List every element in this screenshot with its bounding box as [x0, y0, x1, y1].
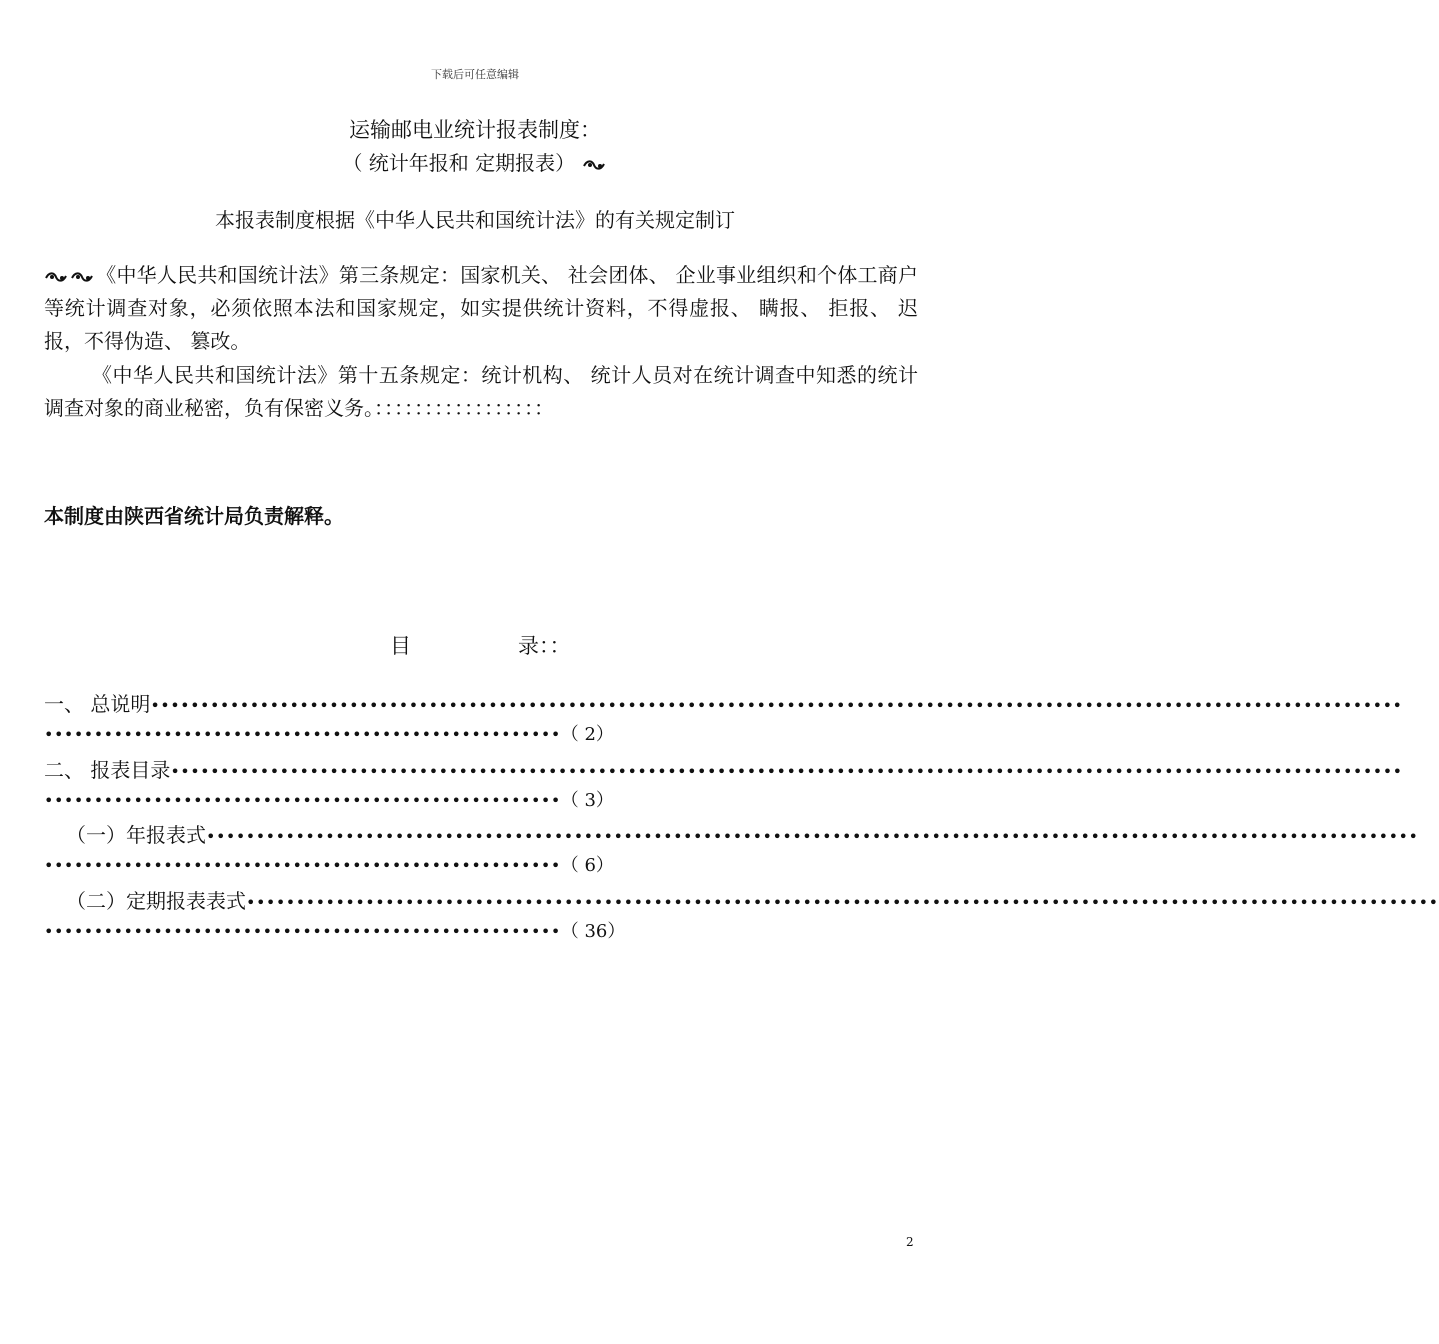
- header-note: 下载后可任意编辑: [431, 68, 519, 81]
- toc-leader-dots: ••••••••••••••••••••••••••••••••••••••••••••••••••••••••••••••••••••••••••••••••••••••••••••••••••••••••••••••••••••••••••: [206, 827, 1419, 846]
- toc-row-label: （二）定期报表表式: [66, 889, 246, 913]
- toc-page-number: （ 2）: [560, 724, 614, 745]
- interpretation-statement: 本制度由陕西省统计局负责解释。: [44, 504, 344, 528]
- toc-page-number: （ 36）: [560, 921, 626, 942]
- toc-leader-dots: ••••••••••••••••••••••••••••••••••••••••••••••••••••••••••••••••••••••••••••••••••••••••••••••••••••••••••••••••••••••••••••••: [150, 696, 1403, 715]
- swirl-ornament-icon: [582, 157, 608, 173]
- toc-row[interactable]: [66, 885, 1439, 917]
- toc-row-continuation: [44, 851, 916, 883]
- toc-leader-dots: ••••••••••••••••••••••••••••••••••••••••••••••••••••: [44, 856, 561, 875]
- toc-row-continuation: [44, 720, 916, 752]
- page-number: 2: [906, 1235, 914, 1249]
- toc-title-right: 录：：: [518, 634, 571, 658]
- toc-row[interactable]: [44, 688, 1403, 720]
- toc-page-number: （ 6）: [560, 855, 614, 876]
- statute-paragraph-1: [44, 259, 918, 358]
- document-basis: 本报表制度根据《中华人民共和国统计法》的有关规定制订: [215, 208, 735, 232]
- statute-paragraph-2-text: 《中华人民共和国统计法》第十五条规定：统计机构、 统计人员对在统计调查中知悉的统计调查对象的商业秘密，负有保密义务。：：：：：：：：：：：：：：：：：: [44, 363, 918, 420]
- toc-leader-dots: ••••••••••••••••••••••••••••••••••••••••••••••••••••: [44, 922, 561, 941]
- toc-row-continuation: [44, 786, 916, 818]
- toc-row-label: 二、 报表目录: [44, 758, 171, 782]
- toc-row[interactable]: [44, 754, 1403, 786]
- swirl-ornament-icon: [70, 269, 96, 285]
- toc-leader-dots: ••••••••••••••••••••••••••••••••••••••••••••••••••••••••••••••••••••••••••••••••••••••••••••••••••••••••••••••••••••••••••••: [170, 762, 1403, 781]
- document-title: 运输邮电业统计报表制度：: [349, 118, 601, 142]
- toc-row-continuation: [44, 917, 916, 949]
- toc-row[interactable]: [66, 819, 1419, 851]
- document-subtitle: [0, 147, 950, 176]
- toc-row-label: 一、 总说明: [44, 692, 151, 716]
- statute-paragraph-1-text: 《中华人民共和国统计法》第三条规定：国家机关、 社会团体、 企业事业组织和个体工商户等统计调查对象，必须依照本法和国家规定，如实提供统计资料，不得虚报、 瞒报、 拒报、 迟报，不得伪造、 篡改。: [44, 263, 918, 353]
- subtitle-text: （ 统计年报和 定期报表）: [342, 151, 576, 175]
- toc-leader-dots: ••••••••••••••••••••••••••••••••••••••••••••••••••••••••••••••••••••••••••••••••••••••••••••••••••••••••••••••••••••••••: [246, 893, 1439, 912]
- toc-leader-dots: ••••••••••••••••••••••••••••••••••••••••••••••••••••: [44, 791, 561, 810]
- toc-row-label: （一）年报表式: [66, 823, 206, 847]
- toc-leader-dots: ••••••••••••••••••••••••••••••••••••••••••••••••••••: [44, 725, 561, 744]
- statute-paragraph-2: [44, 359, 918, 425]
- toc-page-number: （ 3）: [560, 790, 614, 811]
- toc-title-left: 目: [390, 634, 411, 658]
- swirl-ornament-icon: [44, 269, 70, 285]
